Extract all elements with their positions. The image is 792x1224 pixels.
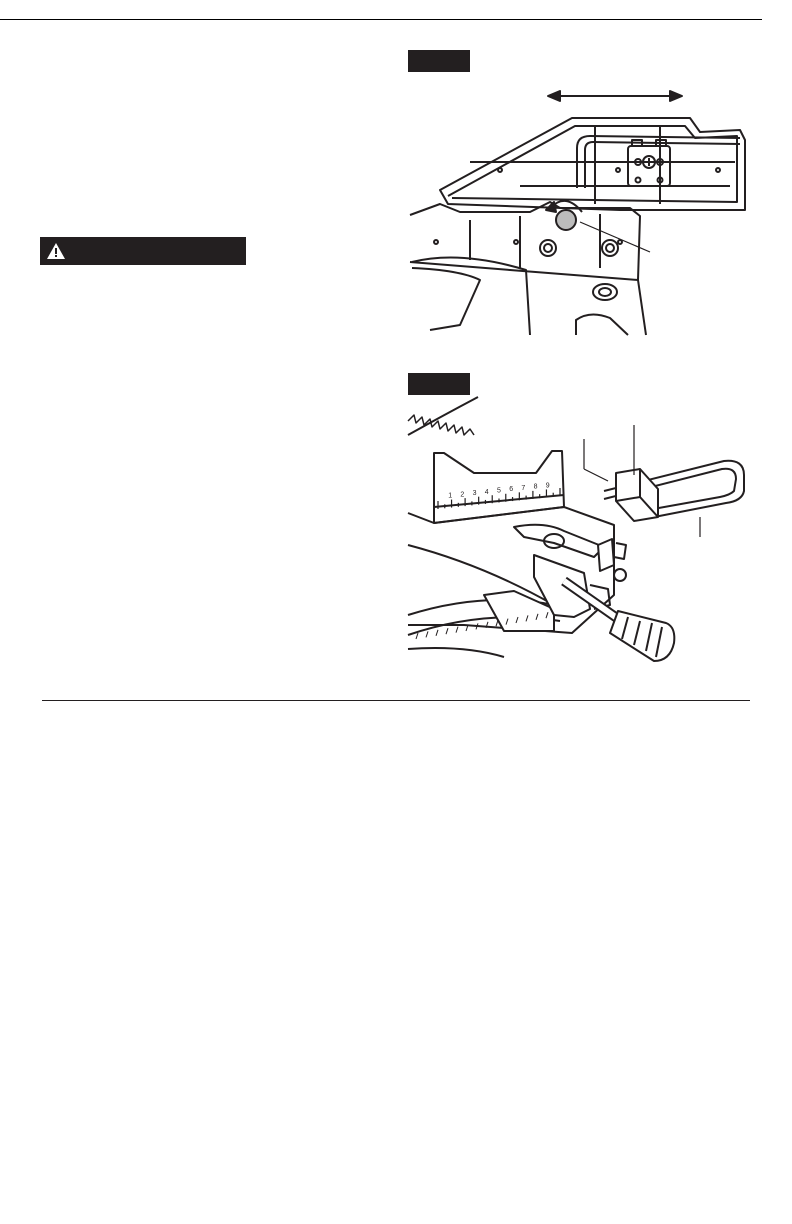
scale-label: 3 (472, 490, 477, 498)
warning-triangle-icon (46, 242, 66, 260)
section-divider (42, 700, 750, 701)
figure-a-illustration (400, 80, 760, 335)
miter-tick (416, 633, 418, 639)
scale-label: 8 (533, 483, 538, 491)
miter-tick (496, 620, 498, 626)
figure-b-illustration (404, 395, 754, 665)
warning-banner (40, 237, 246, 265)
scale-label: 1 (448, 492, 453, 500)
figure-a-tab (408, 50, 470, 72)
scale-label: 7 (521, 484, 526, 492)
scale-label: 2 (460, 491, 465, 499)
scale-label: 6 (509, 486, 514, 494)
top-rule (0, 19, 762, 20)
scale-label: 4 (484, 488, 489, 496)
figure-b-tab (408, 373, 470, 395)
miter-tick (426, 631, 428, 637)
miter-tick (436, 630, 438, 636)
miter-tick (446, 628, 448, 634)
scale-label: 5 (497, 487, 501, 495)
scale-label: 9 (545, 482, 550, 490)
miter-tick (456, 627, 458, 633)
